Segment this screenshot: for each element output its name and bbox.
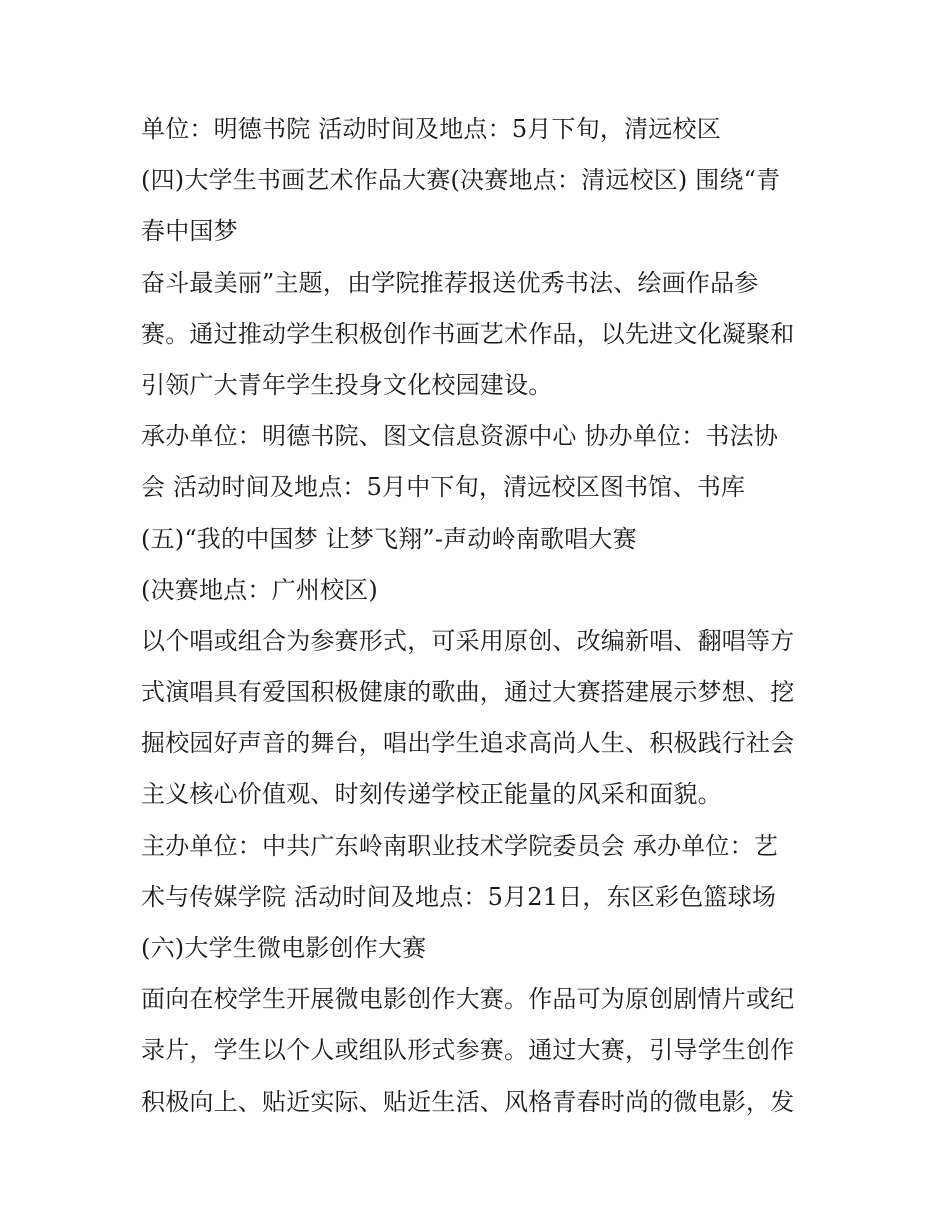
- section-heading-4: (四)大学生书画艺术作品大赛(决赛地点：清远校区) 围绕“青: [141, 166, 781, 195]
- text-line: 积极向上、贴近实际、贴近生活、风格青春时尚的微电影，发: [141, 1087, 795, 1116]
- text-line: 面向在校学生开展微电影创作大赛。作品可为原创剧情片或纪: [141, 985, 795, 1014]
- text-line: 主办单位：中共广东岭南职业技术学院委员会 承办单位：艺: [141, 831, 779, 860]
- text-line: 术与传媒学院 活动时间及地点：5月21日，东区彩色篮球场: [141, 882, 777, 911]
- section-heading-5: (五)“我的中国梦 让梦飞翔”-声动岭南歌唱大赛: [141, 524, 637, 553]
- text-line: 以个唱或组合为参赛形式，可采用原创、改编新唱、翻唱等方: [141, 626, 795, 655]
- text-line: 春中国梦: [141, 217, 238, 246]
- section-heading-6: (六)大学生微电影创作大赛: [141, 934, 427, 962]
- text-line: 式演唱具有爱国积极健康的歌曲，通过大赛搭建展示梦想、挖: [141, 678, 795, 707]
- text-line: 主义核心价值观、时刻传递学校正能量的风采和面貌。: [141, 780, 722, 809]
- document-body: [141, 104, 821, 1128]
- text-line: 奋斗最美丽”主题，由学院推荐报送优秀书法、绘画作品参: [141, 268, 759, 297]
- text-line: 掘校园好声音的舞台，唱出学生追求高尚人生、积极践行社会: [141, 729, 795, 758]
- text-line: 赛。通过推动学生积极创作书画艺术作品，以先进文化凝聚和: [141, 319, 795, 348]
- text-line: 单位：明德书院 活动时间及地点：5月下旬，清远校区: [141, 115, 721, 143]
- text-line: 引领广大青年学生投身文化校园建设。: [141, 370, 553, 399]
- text-line: (决赛地点：广州校区): [141, 575, 378, 604]
- text-line: 会 活动时间及地点：5月中下旬，清远校区图书馆、书库: [141, 473, 746, 502]
- text-line: 录片，学生以个人或组队形式参赛。通过大赛，引导学生创作: [141, 1036, 795, 1065]
- text-line: 承办单位：明德书院、图文信息资源中心 协办单位：书法协: [141, 422, 779, 451]
